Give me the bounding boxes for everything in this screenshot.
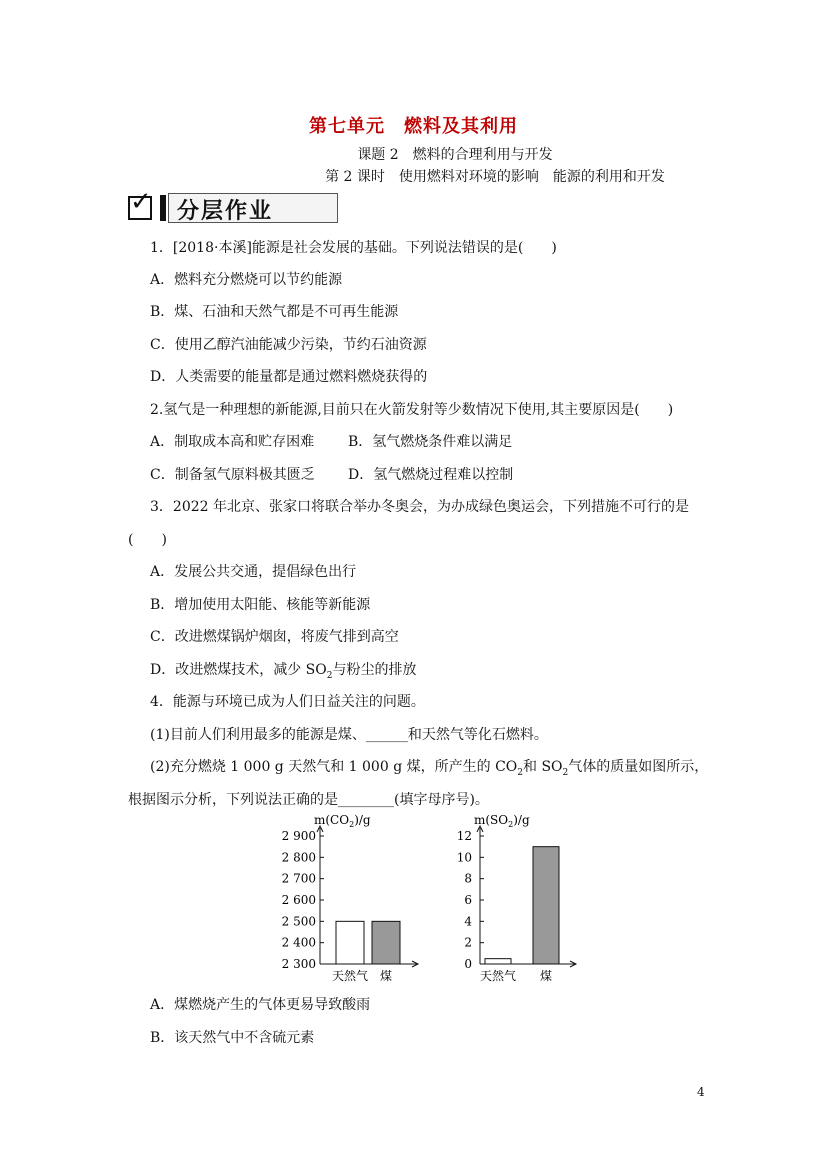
q1-option-b: B．煤、石油和天然气都是不可再生能源	[150, 304, 399, 320]
so2-ytick-label: 10	[456, 850, 472, 865]
q4-part2-a: (2)充分燃烧 1 000 g 天然气和 1 000 g 煤，所产生的 CO	[150, 759, 518, 775]
co2-ytick-label: 2 500	[281, 914, 316, 929]
q3-option-a: A．发展公共交通，提倡绿色出行	[150, 564, 357, 580]
so2-ytick-label: 12	[456, 829, 472, 843]
co2-category-label: 天然气	[331, 969, 369, 983]
q2-option-d: D．氢气燃烧过程难以控制	[348, 467, 514, 483]
q2-option-c: C．制备氢气原料极其匮乏	[150, 467, 315, 483]
so2-category-label: 煤	[539, 969, 553, 983]
q2-option-b: B．氢气燃烧条件难以满足	[348, 434, 513, 450]
so2-ytick-label: 2	[464, 935, 472, 950]
co2-ylabel: $m(CO_2)/g$	[314, 813, 371, 829]
q2-stem: 2.氢气是一种理想的新能源,目前只在火箭发射等少数情况下使用,其主要原因是( )	[150, 402, 674, 418]
q1-option-c: C．使用乙醇汽油能减少污染，节约石油资源	[150, 337, 427, 353]
co2-chart	[268, 812, 438, 992]
co2-ytick-label: 2 700	[281, 871, 316, 886]
so2-ylabel: $m(SO_2)/g$	[474, 813, 530, 829]
co2-bar	[336, 921, 364, 964]
co2-ytick-label: 2 800	[281, 850, 316, 865]
q3-stem: 3．2022 年北京、张家口将联合举办冬奥会，为办成绿色奥运会，下列措施不可行的是	[150, 499, 689, 515]
q2-option-a: A．制取成本高和贮存困难	[150, 434, 315, 450]
so2-chart	[440, 812, 590, 992]
so2-chart-svg	[440, 812, 590, 992]
banner-divider	[160, 195, 166, 221]
q1-stem: 1．[2018·本溪]能源是社会发展的基础。下列说法错误的是( )	[150, 240, 557, 256]
checkmark-icon: ✓	[130, 187, 152, 217]
q4-option-a: A．煤燃烧产生的气体更易导致酸雨	[150, 997, 371, 1013]
q3-option-c: C．改进燃煤锅炉烟囱，将废气排到高空	[150, 629, 399, 645]
q4-part2-sub1: 2	[517, 767, 523, 778]
so2-ytick-label: 0	[464, 957, 472, 971]
co2-ytick-label: 2 600	[281, 893, 316, 907]
q4-part2-c: 气体的质量如图所示，	[568, 759, 709, 775]
lesson-title: 课题 2 燃料的合理利用与开发	[357, 147, 553, 163]
q1-option-a: A．燃料充分燃烧可以节约能源	[150, 272, 343, 288]
so2-bar	[533, 847, 559, 964]
co2-chart-svg	[268, 812, 438, 992]
q3-option-b: B．增加使用太阳能、核能等新能源	[150, 597, 371, 613]
q4-option-b: B．该天然气中不含硫元素	[150, 1030, 315, 1046]
unit-title: 第七单元 燃料及其利用	[309, 116, 518, 137]
banner-label-box	[168, 193, 338, 223]
q1-option-d: D．人类需要的能量都是通过燃料燃烧获得的	[150, 369, 428, 385]
period-title: 第 2 课时 使用燃料对环境的影响 能源的利用和开发	[325, 169, 665, 185]
so2-ytick-label: 8	[464, 871, 472, 886]
q4-part2-sub2: 2	[562, 767, 569, 778]
so2-ytick-label: 6	[464, 893, 472, 907]
co2-category-label: 煤	[379, 969, 393, 983]
q4-stem: 4．能源与环境已成为人们日益关注的问题。	[150, 694, 425, 710]
so2-bar	[485, 959, 511, 964]
co2-ytick-label: 2 400	[281, 935, 316, 950]
so2-ytick-label: 4	[464, 914, 472, 929]
co2-bar	[372, 921, 400, 964]
section-banner	[128, 187, 340, 225]
q3-option-d-sub: 2	[326, 670, 333, 681]
page-number: 4	[697, 1085, 705, 1099]
q3-stem-cont: ( )	[128, 532, 167, 548]
q4-part2-cont: 根据图示分析，下列说法正确的是________(填字母序号)。	[128, 792, 489, 808]
q4-part2	[150, 757, 708, 783]
co2-ytick-label: 2 300	[281, 957, 316, 971]
banner-label: 分层作业	[177, 199, 274, 224]
q4-part1: (1)目前人们利用最多的能源是煤、______和天然气等化石燃料。	[150, 727, 548, 743]
q3-option-d-pre: D．改进燃煤技术，减少 SO	[150, 662, 327, 678]
so2-category-label: 天然气	[479, 969, 517, 983]
co2-ytick-label: 2 900	[281, 829, 316, 843]
q4-part2-b: 和 SO	[523, 759, 563, 775]
q3-option-d-post: 与粉尘的排放	[332, 662, 417, 678]
q3-option-d	[150, 660, 416, 686]
